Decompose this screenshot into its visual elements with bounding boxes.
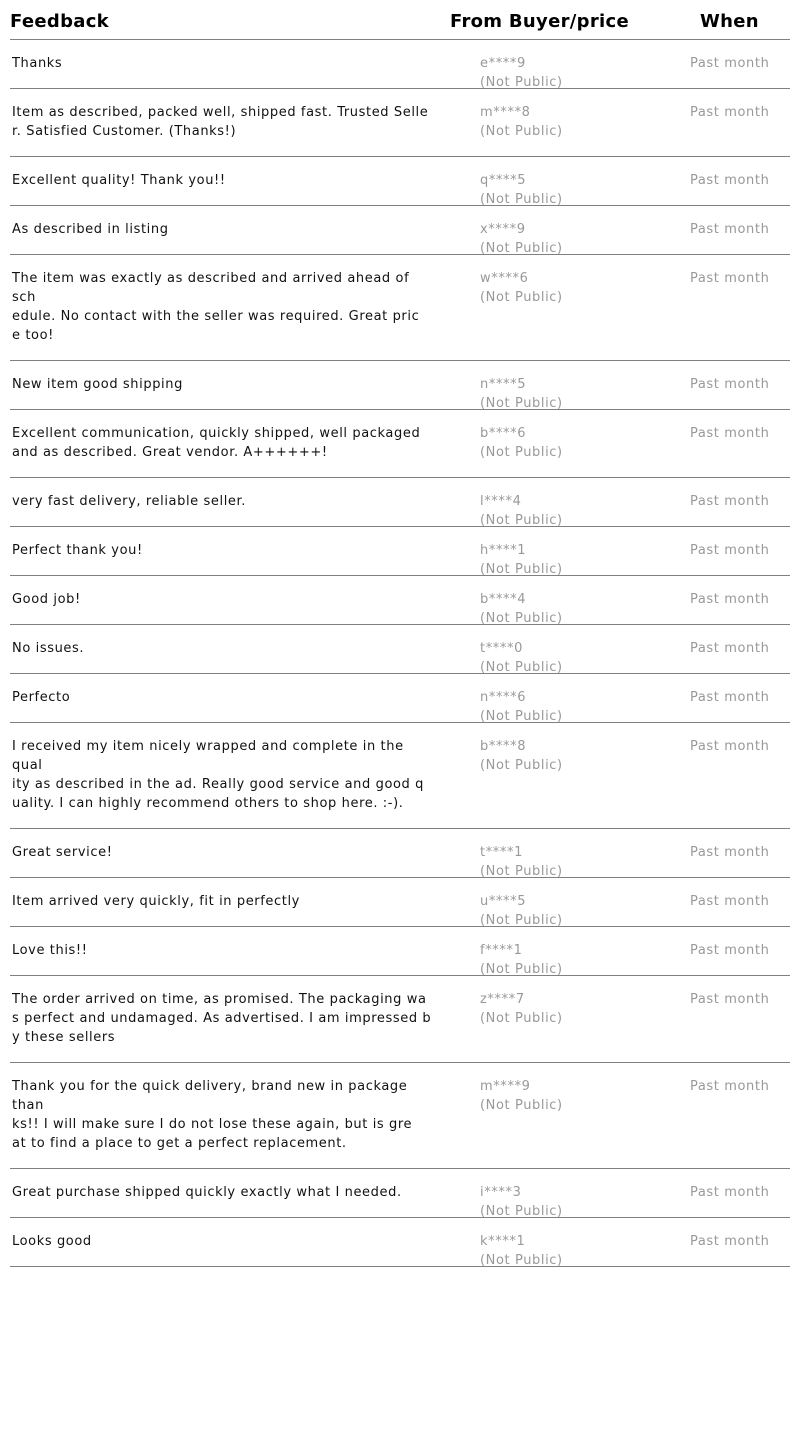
feedback-text: Thanks	[12, 56, 63, 71]
buyer-id: b****6	[480, 426, 527, 441]
table-row	[10, 410, 790, 478]
table-row	[10, 829, 790, 878]
feedback-text: The order arrived on time, as promised. The packaging wa s perfect and undamaged. As advertised. I am impressed b y these sellers	[12, 992, 432, 1045]
when-text: Past month	[690, 494, 770, 509]
buyer-cell	[480, 269, 563, 307]
feedback-text: Item arrived very quickly, fit in perfectly	[12, 894, 300, 909]
buyer-cell	[480, 424, 563, 462]
buyer-cell	[480, 492, 563, 530]
when-text: Past month	[690, 943, 770, 958]
buyer-cell	[480, 171, 563, 209]
when-text: Past month	[690, 992, 770, 1007]
feedback-text: The item was exactly as described and arrived ahead of sch edule. No contact with the seller was required. Great pric e too!	[12, 271, 420, 343]
table-row	[10, 206, 790, 255]
feedback-text: New item good shipping	[12, 377, 183, 392]
price-text: (Not Public)	[480, 396, 563, 411]
buyer-id: f****1	[480, 943, 523, 958]
feedback-text: Excellent communication, quickly shipped, well packaged and as described. Great vendor. A++++++!	[12, 426, 421, 460]
buyer-id: l****4	[480, 494, 522, 509]
price-text: (Not Public)	[480, 445, 563, 460]
when-text: Past month	[690, 543, 770, 558]
when-text: Past month	[690, 105, 770, 120]
buyer-cell	[480, 1183, 563, 1221]
feedback-text: Excellent quality! Thank you!!	[12, 173, 226, 188]
table-body	[10, 40, 790, 1267]
table-row	[10, 157, 790, 206]
feedback-text: Great service!	[12, 845, 113, 860]
buyer-cell	[480, 892, 563, 930]
when-text: Past month	[690, 1079, 770, 1094]
table-row	[10, 723, 790, 829]
buyer-id: z****7	[480, 992, 525, 1007]
price-text: (Not Public)	[480, 192, 563, 207]
buyer-id: q****5	[480, 173, 527, 188]
buyer-id: e****9	[480, 56, 526, 71]
table-row	[10, 40, 790, 89]
when-text: Past month	[690, 56, 770, 71]
feedback-text: Love this!!	[12, 943, 88, 958]
when-text: Past month	[690, 377, 770, 392]
buyer-id: t****0	[480, 641, 523, 656]
buyer-cell	[480, 1077, 563, 1115]
table-row	[10, 674, 790, 723]
table-row	[10, 576, 790, 625]
feedback-text: No issues.	[12, 641, 85, 656]
buyer-id: u****5	[480, 894, 527, 909]
price-text: (Not Public)	[480, 1011, 563, 1026]
buyer-cell	[480, 843, 563, 881]
buyer-id: m****8	[480, 105, 531, 120]
buyer-cell	[480, 639, 563, 677]
buyer-id: n****6	[480, 690, 527, 705]
buyer-id: t****1	[480, 845, 523, 860]
price-text: (Not Public)	[480, 864, 563, 879]
table-row	[10, 89, 790, 157]
column-header-feedback[interactable]: Feedback	[10, 11, 109, 32]
buyer-id: m****9	[480, 1079, 531, 1094]
buyer-cell	[480, 103, 563, 141]
feedback-text: Great purchase shipped quickly exactly what I needed.	[12, 1185, 402, 1200]
column-header-when[interactable]: When	[700, 11, 759, 32]
buyer-id: h****1	[480, 543, 527, 558]
buyer-cell	[480, 541, 563, 579]
when-text: Past month	[690, 690, 770, 705]
feedback-text: Good job!	[12, 592, 81, 607]
buyer-cell	[480, 737, 563, 775]
when-text: Past month	[690, 426, 770, 441]
table-row	[10, 255, 790, 361]
feedback-text: very fast delivery, reliable seller.	[12, 494, 246, 509]
column-header-buyer-price[interactable]: From Buyer/price	[450, 11, 629, 32]
when-text: Past month	[690, 173, 770, 188]
feedback-table	[10, 0, 790, 1267]
when-text: Past month	[690, 739, 770, 754]
feedback-text: Perfecto	[12, 690, 71, 705]
buyer-cell	[480, 688, 563, 726]
table-row	[10, 976, 790, 1063]
table-row	[10, 625, 790, 674]
price-text: (Not Public)	[480, 660, 563, 675]
buyer-cell	[480, 375, 563, 413]
price-text: (Not Public)	[480, 562, 563, 577]
table-row	[10, 878, 790, 927]
price-text: (Not Public)	[480, 290, 563, 305]
buyer-cell	[480, 590, 563, 628]
feedback-text: Thank you for the quick delivery, brand new in package than ks!! I will make sure I do not lose these again, but is gre at to find a place to get a perfect replacement.	[12, 1079, 413, 1151]
when-text: Past month	[690, 641, 770, 656]
when-text: Past month	[690, 1234, 770, 1249]
table-row	[10, 927, 790, 976]
feedback-text: Item as described, packed well, shipped fast. Trusted Selle r. Satisfied Customer. (Thanks!)	[12, 105, 429, 139]
buyer-id: i****3	[480, 1185, 522, 1200]
price-text: (Not Public)	[480, 1253, 563, 1268]
price-text: (Not Public)	[480, 124, 563, 139]
table-row	[10, 1218, 790, 1267]
feedback-text: Perfect thank you!	[12, 543, 143, 558]
table-row	[10, 1169, 790, 1218]
price-text: (Not Public)	[480, 709, 563, 724]
table-row	[10, 361, 790, 410]
price-text: (Not Public)	[480, 75, 563, 90]
when-text: Past month	[690, 592, 770, 607]
when-text: Past month	[690, 1185, 770, 1200]
when-text: Past month	[690, 222, 770, 237]
price-text: (Not Public)	[480, 913, 563, 928]
price-text: (Not Public)	[480, 962, 563, 977]
price-text: (Not Public)	[480, 758, 563, 773]
table-row	[10, 1063, 790, 1169]
buyer-id: x****9	[480, 222, 526, 237]
buyer-id: b****4	[480, 592, 527, 607]
buyer-id: k****1	[480, 1234, 526, 1249]
buyer-cell	[480, 220, 563, 258]
buyer-cell	[480, 54, 563, 92]
buyer-cell	[480, 1232, 563, 1270]
feedback-text: As described in listing	[12, 222, 169, 237]
buyer-id: w****6	[480, 271, 529, 286]
feedback-text: Looks good	[12, 1234, 92, 1249]
feedback-text: I received my item nicely wrapped and complete in the qual ity as described in the ad. Really good service and good q uality. I can highly recommend others to shop here. :-).	[12, 739, 424, 811]
when-text: Past month	[690, 894, 770, 909]
table-row	[10, 527, 790, 576]
price-text: (Not Public)	[480, 1204, 563, 1219]
when-text: Past month	[690, 271, 770, 286]
price-text: (Not Public)	[480, 513, 563, 528]
buyer-cell	[480, 990, 563, 1028]
price-text: (Not Public)	[480, 1098, 563, 1113]
buyer-cell	[480, 941, 563, 979]
table-header	[10, 0, 790, 40]
price-text: (Not Public)	[480, 241, 563, 256]
table-row	[10, 478, 790, 527]
buyer-id: n****5	[480, 377, 527, 392]
price-text: (Not Public)	[480, 611, 563, 626]
when-text: Past month	[690, 845, 770, 860]
buyer-id: b****8	[480, 739, 527, 754]
